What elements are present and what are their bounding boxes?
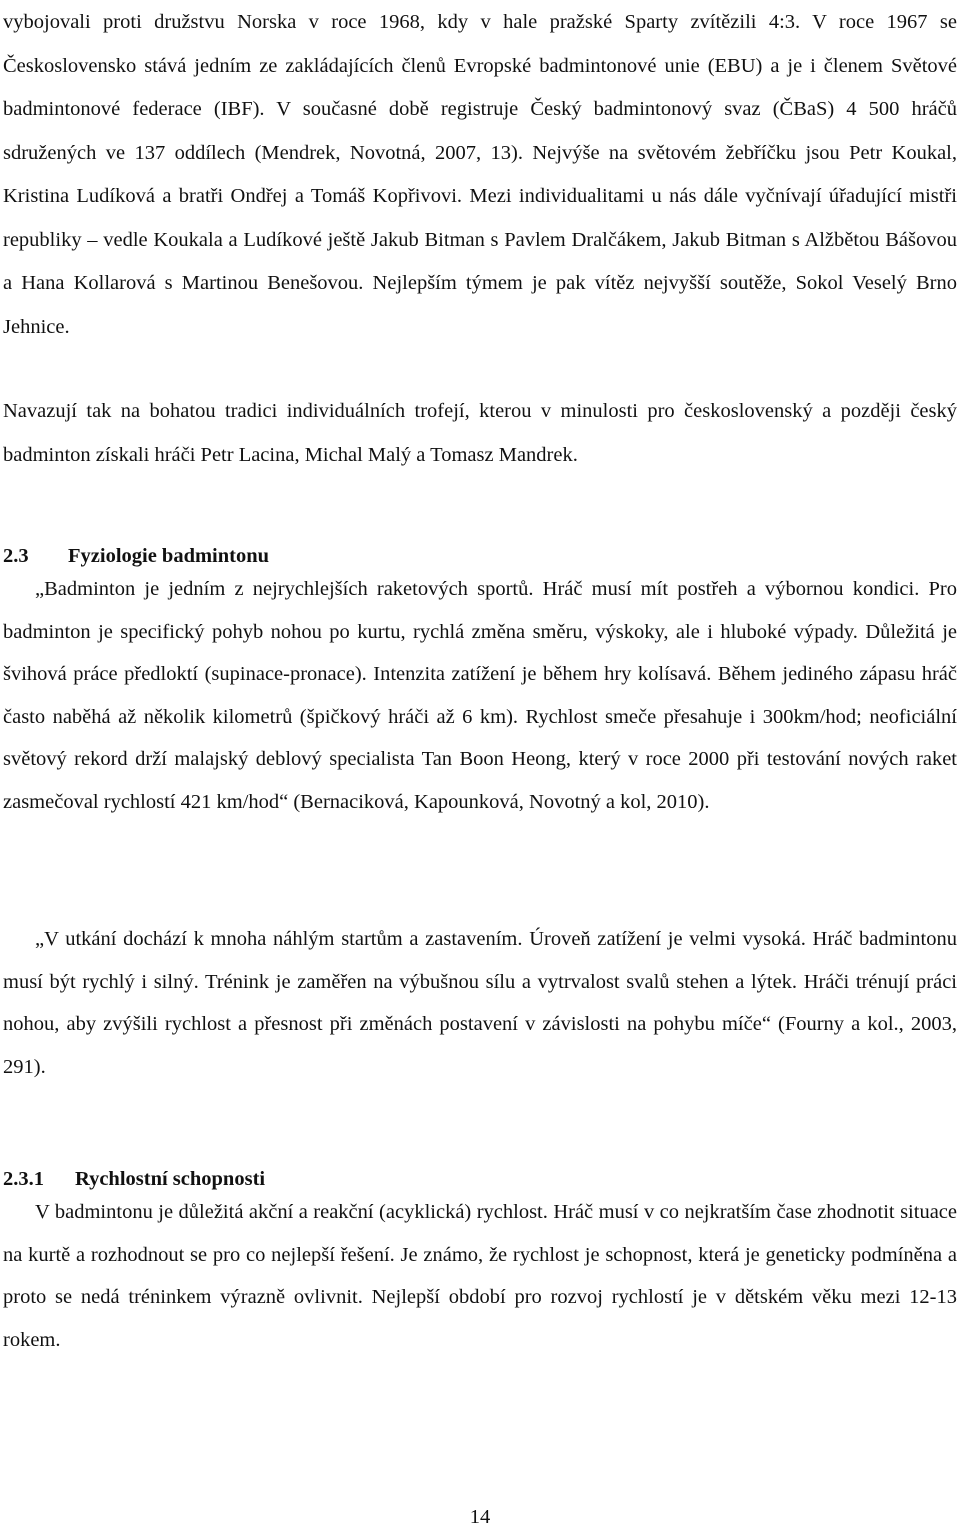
subsection-number: 2.3.1 xyxy=(3,1168,44,1190)
paragraph-speed-abilities: V badmintonu je důležitá akční a reakční (acyklická) rychlost. Hráč musí v co nejkratším čase zhodnotit situace na kurtě a rozhodnout se pro co nejlepší řešení. Je známo, že rychlost je schopnost, která je geneticky podmíněna a proto se nedá tréninkem výrazně ovlivnit. Nejlepší období pro rozvoj rychlostí je v dětském věku mezi 12-13 rokem. xyxy=(3,1201,957,1351)
paragraph-tradition: Navazují tak na bohatou tradici individuálních trofejí, kterou v minulosti pro československý a později český badminton získali hráči Petr Lacina, Michal Malý a Tomasz Mandrek. xyxy=(3,400,957,466)
document-page xyxy=(3,0,957,1527)
paragraph-history-continued: vybojovali proti družstvu Norska v roce 1968, kdy v hale pražské Sparty zvítězili 4:3. V roce 1967 se Československo stává jedním ze zakládajících členů Evropské badmintonové unie (EBU) a je i členem Světové badmintonové federace (IBF). V současné době registruje Český badmintonový svaz (ČBaS) 4 500 hráčů sdružených ve 137 oddílech (Mendrek, Novotná, 2007, 13). Nejvýše na světovém žebříčku jsou Petr Koukal, Kristina Ludíková a bratři Ondřej a Tomáš Kopřivovi. Mezi individualitami u nás dále vyčnívají úřadující mistři republiky – vedle Koukala a Ludíkové ještě Jakub Bitman s Pavlem Dralčákem, Jakub Bitman s Alžbětou Bášovou a Hana Kollarová s Martinou Benešovou. Nejlepším týmem je pak vítěz nejvyšší soutěže, Sokol Veselý Brno Jehnice. xyxy=(3,11,957,338)
page-number: 14 xyxy=(469,1506,491,1528)
subsection-heading-2-3-1 xyxy=(3,1164,265,1194)
subsection-title: Rychlostní schopnosti xyxy=(75,1168,266,1190)
paragraph-quote-training: „V utkání dochází k mnoha náhlým startům a zastavením. Úroveň zatížení je velmi vysoká. Hráč badmintonu musí být rychlý i silný. Trénink je zaměřen na výbušnou sílu a vytrvalost svalů stehen a lýtek. Hráči trénují práci nohou, aby zvýšili rychlost a přesnost při změnách postavení v závislosti na pohybu míče“ (Fourny a kol., 2003, 291). xyxy=(3,928,957,1078)
paragraph-quote-physiology: „Badminton je jedním z nejrychlejších raketových sportů. Hráč musí mít postřeh a výbornou kondici. Pro badminton je specifický pohyb nohou po kurtu, rychlá změna směru, výskoky, ale i hluboké výpady. Důležitá je švihová práce předloktí (supinace-pronace). Intenzita zatížení je během hry kolísavá. Během jediného zápasu hráč často naběhá až několik kilometrů (špičkový hráči až 6 km). Rychlost smeče přesahuje i 300km/hod; neoficiální světový rekord drží malajský deblový specialista Tan Boon Heong, který v roce 2000 při testování nových raket zasmečoval rychlostí 421 km/hod“ (Bernaciková, Kapounková, Novotný a kol, 2010). xyxy=(3,578,957,813)
section-heading-2-3 xyxy=(3,541,269,571)
section-title: Fyziologie badmintonu xyxy=(68,545,270,567)
section-number: 2.3 xyxy=(3,545,29,567)
